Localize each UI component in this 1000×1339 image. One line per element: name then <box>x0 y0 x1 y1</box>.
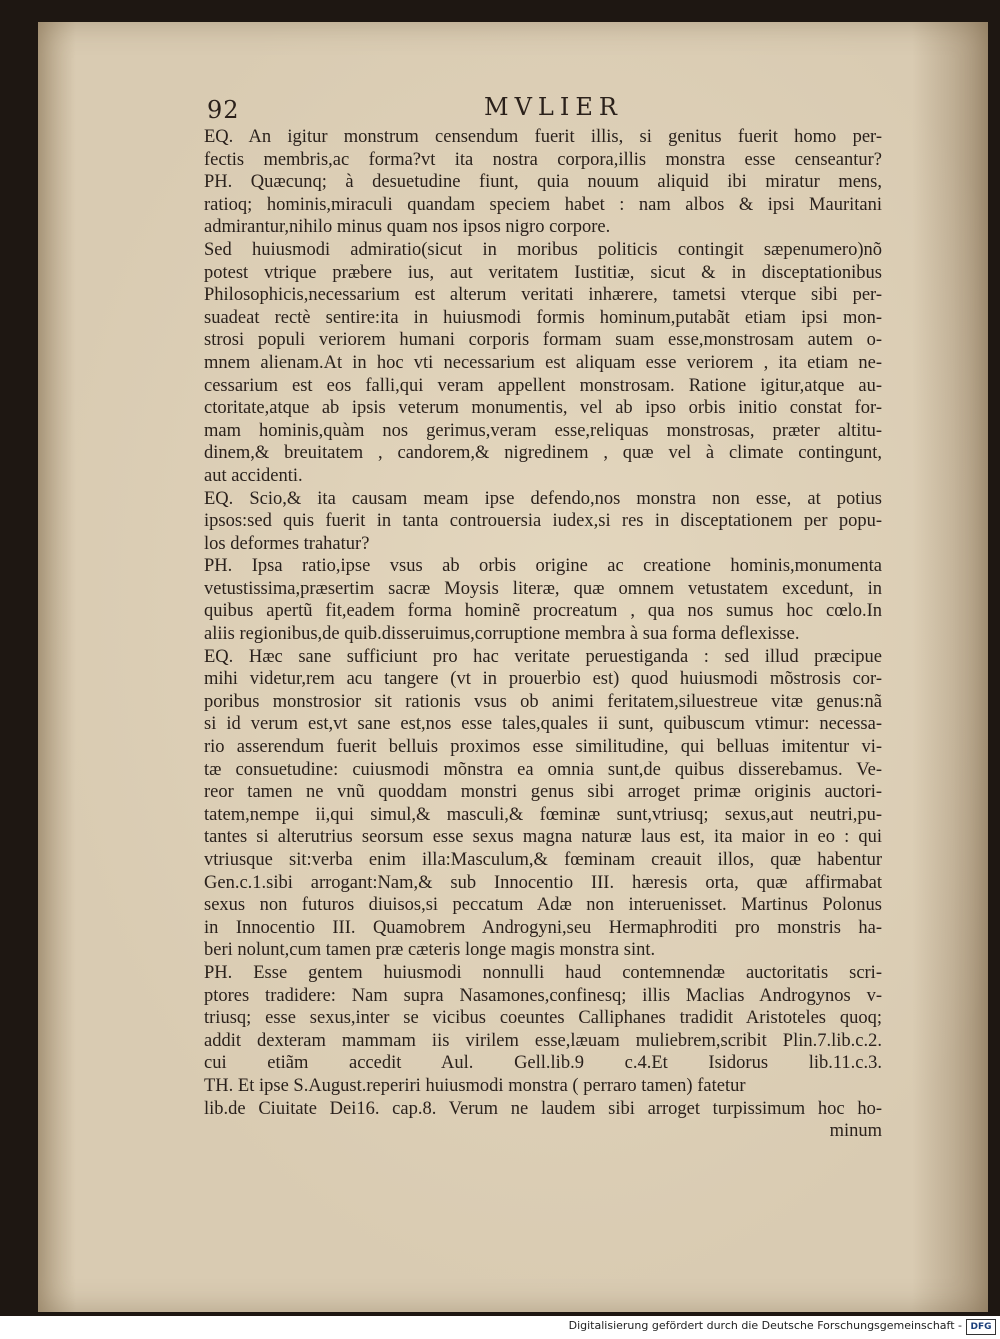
text-line: PH. Esse gentem huiusmodi nonnulli haud contemnendæ auctoritatis scri- <box>204 962 882 983</box>
text-line: in Innocentio III. Quamobrem Androgyni,seu Hermaphroditi pro monstris ha- <box>204 917 882 938</box>
text-line: mam hominis,quàm nos gerimus,veram esse,reliquas monstrosas, præter altitu- <box>204 420 882 441</box>
text-line: beri nolunt,cum tamen præ cæteris longe magis monstra sint. <box>204 940 656 961</box>
text-line: mnem alienam.At in hoc vti necessarium est aliquam esse veriorem , ita etiam ne- <box>204 352 882 373</box>
text-line: minum <box>829 1121 882 1142</box>
text-line: vetustissima,præsertim sacræ Moysis literæ, quæ omnem vetustatem excedunt, in <box>204 578 882 599</box>
text-line: triusq; esse sexus,inter se vicibus coeuntes Calliphanes tradidit Aristoteles quoq; <box>204 1008 882 1029</box>
text-line: ctoritate,atque ab ipsis veterum monumentis, vel ab ipso orbis initio constat for- <box>204 398 882 419</box>
running-head: MVLIER <box>484 93 623 121</box>
text-line: Sed huiusmodi admiratio(sicut in moribus politicis contingit sæpenumero)nõ <box>204 239 882 260</box>
text-line: TH. Et ipse S.August.reperiri huiusmodi monstra ( perraro tamen) fatetur <box>204 1075 746 1096</box>
text-line: cessarium est eos falli,qui veram appellent monstrosam. Ratione igitur,atque au- <box>204 375 882 396</box>
text-line: poribus monstrosior sit rationis vsus ob animi feritatem,siluestreue vitæ genus:nã <box>204 691 882 712</box>
text-line: vtriusque sit:verba enim illa:Masculum,& fœminam creauit illos, quæ habentur <box>204 850 882 870</box>
text-line: mihi videtur,rem acu tangere (vt in prouerbio est) quod huiusmodi mõstrosis cor- <box>204 669 882 690</box>
text-line: EQ. Hæc sane sufficiunt pro hac veritate peruestiganda : sed illud præcipue <box>204 646 882 667</box>
text-line: tantes si alterutrius seorsum esse sexus magna naturæ laus est, ita maior in eo : qui <box>204 827 882 848</box>
text-line: tæ consuetudine: cuiusmodi mõnstra ea omnia sunt,de quibus disserebamus. Ve- <box>204 759 882 780</box>
text-line: dinem,& breuitatem , candorem,& nigredinem , quæ vel à climate contingunt, <box>204 443 882 464</box>
text-line: ptores tradidere: Nam supra Nasamones,confinesq; illis Maclias Androgynos v- <box>204 985 882 1006</box>
footer-credit: Digitalisierung gefördert durch die Deutsche Forschungsgemeinschaft - <box>568 1319 962 1332</box>
text-line: potest vtrique præbere ius, aut veritatem Iustitiæ, sicut & in disceptationibus <box>204 262 882 283</box>
body-text <box>204 126 882 1143</box>
text-line: quibus apertũ fit,eadem forma hominẽ procreatum , qua nos sumus hoc cœlo.In <box>204 601 882 622</box>
footer-bar <box>0 1316 1000 1339</box>
dfg-logo: DFG <box>966 1319 996 1335</box>
text-line: si id verum est,vt sane est,nos esse tales,quales ii sunt, quibuscum vtimur: necessa- <box>204 714 882 735</box>
text-line: sexus non futuros diuisos,si peccatum Adæ non interuenisset. Martinus Polonus <box>204 895 882 916</box>
text-line: aliis regionibus,de quib.disseruimus,corruptione membra à sua forma deflexisse. <box>204 624 800 645</box>
text-line: tatem,nempe ii,qui simul,& masculi,& fœminæ sunt,vtriusq; sexus,aut neutri,pu- <box>204 804 882 825</box>
text-line: reor tamen ne vnũ quoddam monstri genus sibi arroget primæ originis auctori- <box>204 782 882 803</box>
text-line: PH. Quæcunq; à desuetudine fiunt, quia nouum aliquid ibi miratur mens, <box>204 172 882 193</box>
text-line: Gen.c.1.sibi arrogant:Nam,& sub Innocentio III. hæresis orta, quæ affirmabat <box>204 872 882 893</box>
text-line: ratioq; hominis,miraculi quandam speciem habet : nam albos & ipsi Mauritani <box>204 194 882 215</box>
text-line: addit dexteram mammam iis virilem esse,læuam muliebrem,scribit Plin.7.lib.c.2. <box>204 1030 882 1051</box>
text-line: los deformes trahatur? <box>204 533 370 554</box>
text-line: aut accidenti. <box>204 465 303 486</box>
text-line: Philosophicis,necessarium est alterum veritati inhærere, tametsi vterque sibi per- <box>204 285 882 306</box>
text-line: strosi populi veriorem humani corporis formam suam esse,monstrosam autem o- <box>204 330 882 351</box>
text-line: EQ. Scio,& ita causam meam ipse defendo,nos monstra non esse, at potius <box>204 488 882 509</box>
text-line: ipsos:sed quis fuerit in tanta controuersia iudex,si res in disceptationem per popu- <box>204 511 882 532</box>
page-number: 92 <box>207 96 240 124</box>
text-line: PH. Ipsa ratio,ipse vsus ab orbis origine ac creatione hominis,monumenta <box>204 556 882 577</box>
text-line: cui etiãm accedit Aul. Gell.lib.9 c.4.Et Isidorus lib.11.c.3. <box>204 1053 882 1074</box>
text-line: rio asserendum fuerit belluis proximos esse similitudine, qui belluas imitentur vi- <box>204 737 882 758</box>
text-line: suadeat rectè sentire:ita in huiusmodi formis hominum,putabãt etiam ipsi mon- <box>204 307 882 328</box>
text-line: lib.de Ciuitate Dei16. cap.8. Verum ne laudem sibi arroget turpissimum hoc ho- <box>204 1098 882 1119</box>
text-line: fectis membris,ac forma?vt ita nostra corpora,illis monstra esse censeantur? <box>204 149 882 170</box>
text-line: admirantur,nihilo minus quam nos ipsos nigro corpore. <box>204 217 611 238</box>
text-line: EQ. An igitur monstrum censendum fuerit illis, si genitus fuerit homo per- <box>204 127 882 147</box>
